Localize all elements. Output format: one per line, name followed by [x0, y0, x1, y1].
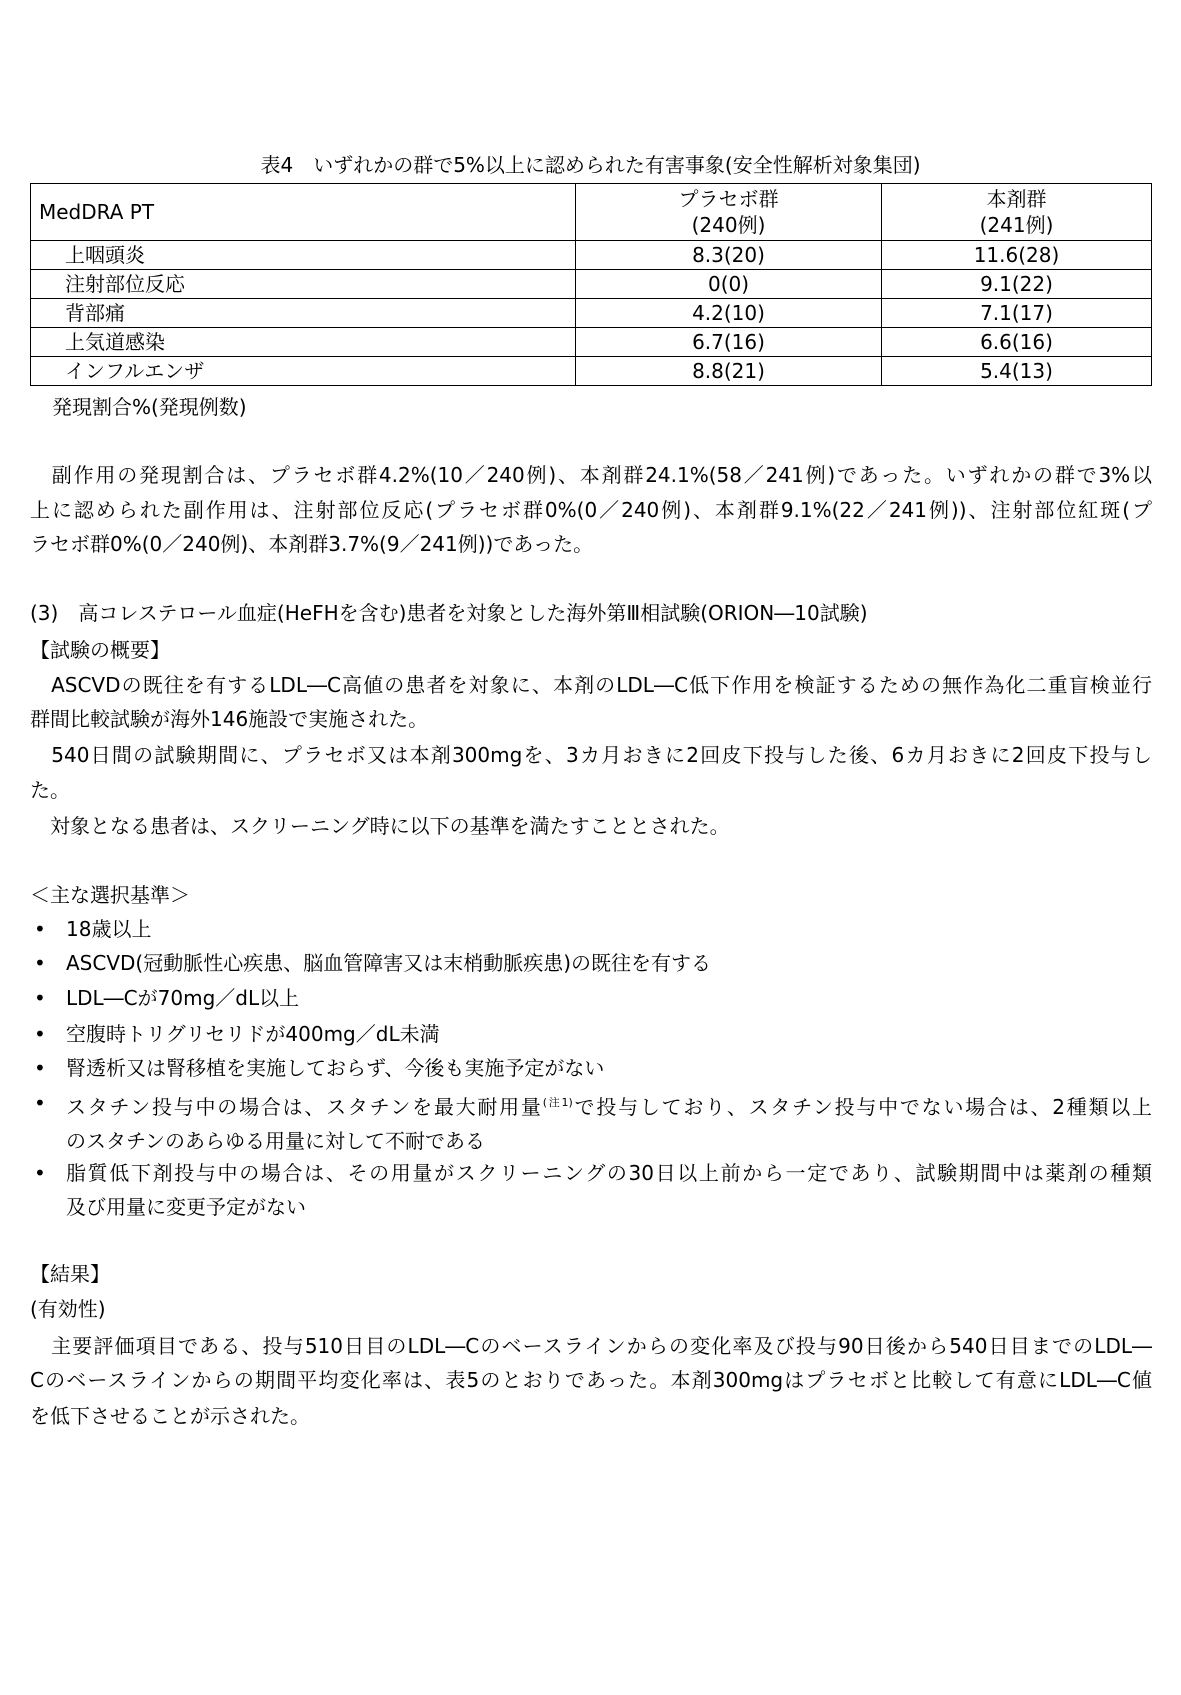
criteria-text: 及び用量に変更予定がない	[66, 1195, 306, 1219]
row-term: インフルエンザ	[31, 357, 576, 386]
header-drug	[882, 184, 1152, 241]
efficacy-line: を低下させることが示された。	[30, 1404, 310, 1428]
criteria-text: 脂質低下剤投与中の場合は、その用量がスクリーニングの30日以上前から一定であり、試験期間中は薬剤の種類	[66, 1161, 1152, 1185]
header-placebo-n: (240例)	[691, 213, 766, 237]
table-row	[31, 357, 1152, 386]
efficacy-label: (有効性)	[30, 1297, 106, 1321]
row-term: 上気道感染	[31, 328, 576, 357]
criteria-item	[30, 1022, 1152, 1046]
table-header-row	[31, 184, 1152, 241]
criteria-text: ASCVD(冠動脈性心疾患、脳血管障害又は末梢動脈疾患)の既往を有する	[66, 951, 712, 975]
header-meddra-pt: MedDRA PT	[31, 184, 576, 241]
efficacy-line: Cのベースラインからの期間平均変化率は、表5のとおりであった。本剤300mgはプラセボと比較して有意にLDL―C値	[30, 1368, 1152, 1392]
footnote-ref: (注1)	[542, 1096, 573, 1109]
row-term: 背部痛	[31, 299, 576, 328]
bullet-icon: •	[34, 1022, 46, 1046]
criteria-item	[30, 1091, 1152, 1153]
row-placebo: 0(0)	[576, 270, 882, 299]
overview-line: ASCVDの既往を有するLDL―C高値の患者を対象に、本剤のLDL―C低下作用を検証するための無作為化二重盲検並行	[30, 673, 1152, 697]
bullet-icon: •	[34, 1056, 46, 1080]
bullet-icon: •	[34, 951, 46, 975]
row-drug: 11.6(28)	[882, 241, 1152, 270]
criteria-item	[30, 1056, 1152, 1080]
overview-line: 対象となる患者は、スクリーニング時に以下の基準を満たすこととされた。	[30, 814, 730, 838]
criteria-text	[66, 1091, 1152, 1119]
criteria-text: LDL―Cが70mg／dL以上	[66, 986, 300, 1010]
table4-footnote: 発現割合%(発現例数)	[52, 395, 247, 419]
header-placebo	[576, 184, 882, 241]
table-row	[31, 328, 1152, 357]
row-placebo: 8.8(21)	[576, 357, 882, 386]
criteria-text: のスタチンのあらゆる用量に対して不耐である	[66, 1129, 485, 1153]
criteria-text: 空腹時トリグリセリドが400mg／dL未満	[66, 1022, 440, 1046]
table-row	[31, 299, 1152, 328]
criteria-label: ＜主な選択基準＞	[30, 883, 190, 907]
criteria-text: 18歳以上	[66, 917, 152, 941]
criteria-item	[30, 1161, 1152, 1219]
overview-line: 540日間の試験期間に、プラセボ又は本剤300mgを、3カ月おきに2回皮下投与した後、6カ月おきに2回皮下投与し	[30, 743, 1152, 767]
criteria-text: 腎透析又は腎移植を実施しておらず、今後も実施予定がない	[66, 1056, 605, 1080]
bullet-icon: •	[34, 986, 46, 1010]
criteria-text-part: で投与しており、スタチン投与中でない場合は、2種類以上	[572, 1095, 1152, 1119]
criteria-item	[30, 917, 1152, 941]
row-placebo: 6.7(16)	[576, 328, 882, 357]
row-drug: 7.1(17)	[882, 299, 1152, 328]
row-term: 注射部位反応	[31, 270, 576, 299]
header-placebo-label: プラセボ群	[678, 187, 779, 211]
bullet-icon: •	[34, 1091, 46, 1115]
row-drug: 9.1(22)	[882, 270, 1152, 299]
criteria-text-part: スタチン投与中の場合は、スタチンを最大耐用量	[66, 1095, 543, 1119]
header-drug-n: (241例)	[979, 213, 1054, 237]
header-drug-label: 本剤群	[986, 187, 1047, 211]
results-label: 【結果】	[30, 1262, 110, 1286]
bullet-icon: •	[34, 1161, 46, 1185]
side-effects-line: ラセボ群0%(0／240例)、本剤群3.7%(9／241例))であった。	[30, 532, 594, 556]
overview-label: 【試験の概要】	[30, 638, 170, 662]
efficacy-line: 主要評価項目である、投与510日目のLDL―Cのベースラインからの変化率及び投与90日後から540日目までのLDL―	[30, 1334, 1152, 1358]
section3-heading: (3) 高コレステロール血症(HeFHを含む)患者を対象とした海外第Ⅲ相試験(ORION―10試験)	[30, 601, 868, 625]
adverse-events-table	[30, 183, 1152, 386]
row-drug: 6.6(16)	[882, 328, 1152, 357]
bullet-icon: •	[34, 917, 46, 941]
row-placebo: 8.3(20)	[576, 241, 882, 270]
overview-line: た。	[30, 778, 70, 802]
row-placebo: 4.2(10)	[576, 299, 882, 328]
overview-line: 群間比較試験が海外146施設で実施された。	[30, 707, 429, 731]
criteria-item	[30, 951, 1152, 975]
row-drug: 5.4(13)	[882, 357, 1152, 386]
table-row	[31, 270, 1152, 299]
side-effects-line: 副作用の発現割合は、プラセボ群4.2%(10／240例)、本剤群24.1%(58／241例)であった。いずれかの群で3%以	[30, 463, 1152, 487]
row-term: 上咽頭炎	[31, 241, 576, 270]
table4-caption: 表4 いずれかの群で5%以上に認められた有害事象(安全性解析対象集団)	[260, 153, 921, 177]
table-row	[31, 241, 1152, 270]
criteria-item	[30, 986, 1152, 1010]
side-effects-line: 上に認められた副作用は、注射部位反応(プラセボ群0%(0／240例)、本剤群9.1%(22／241例))、注射部位紅斑(プ	[30, 498, 1152, 522]
